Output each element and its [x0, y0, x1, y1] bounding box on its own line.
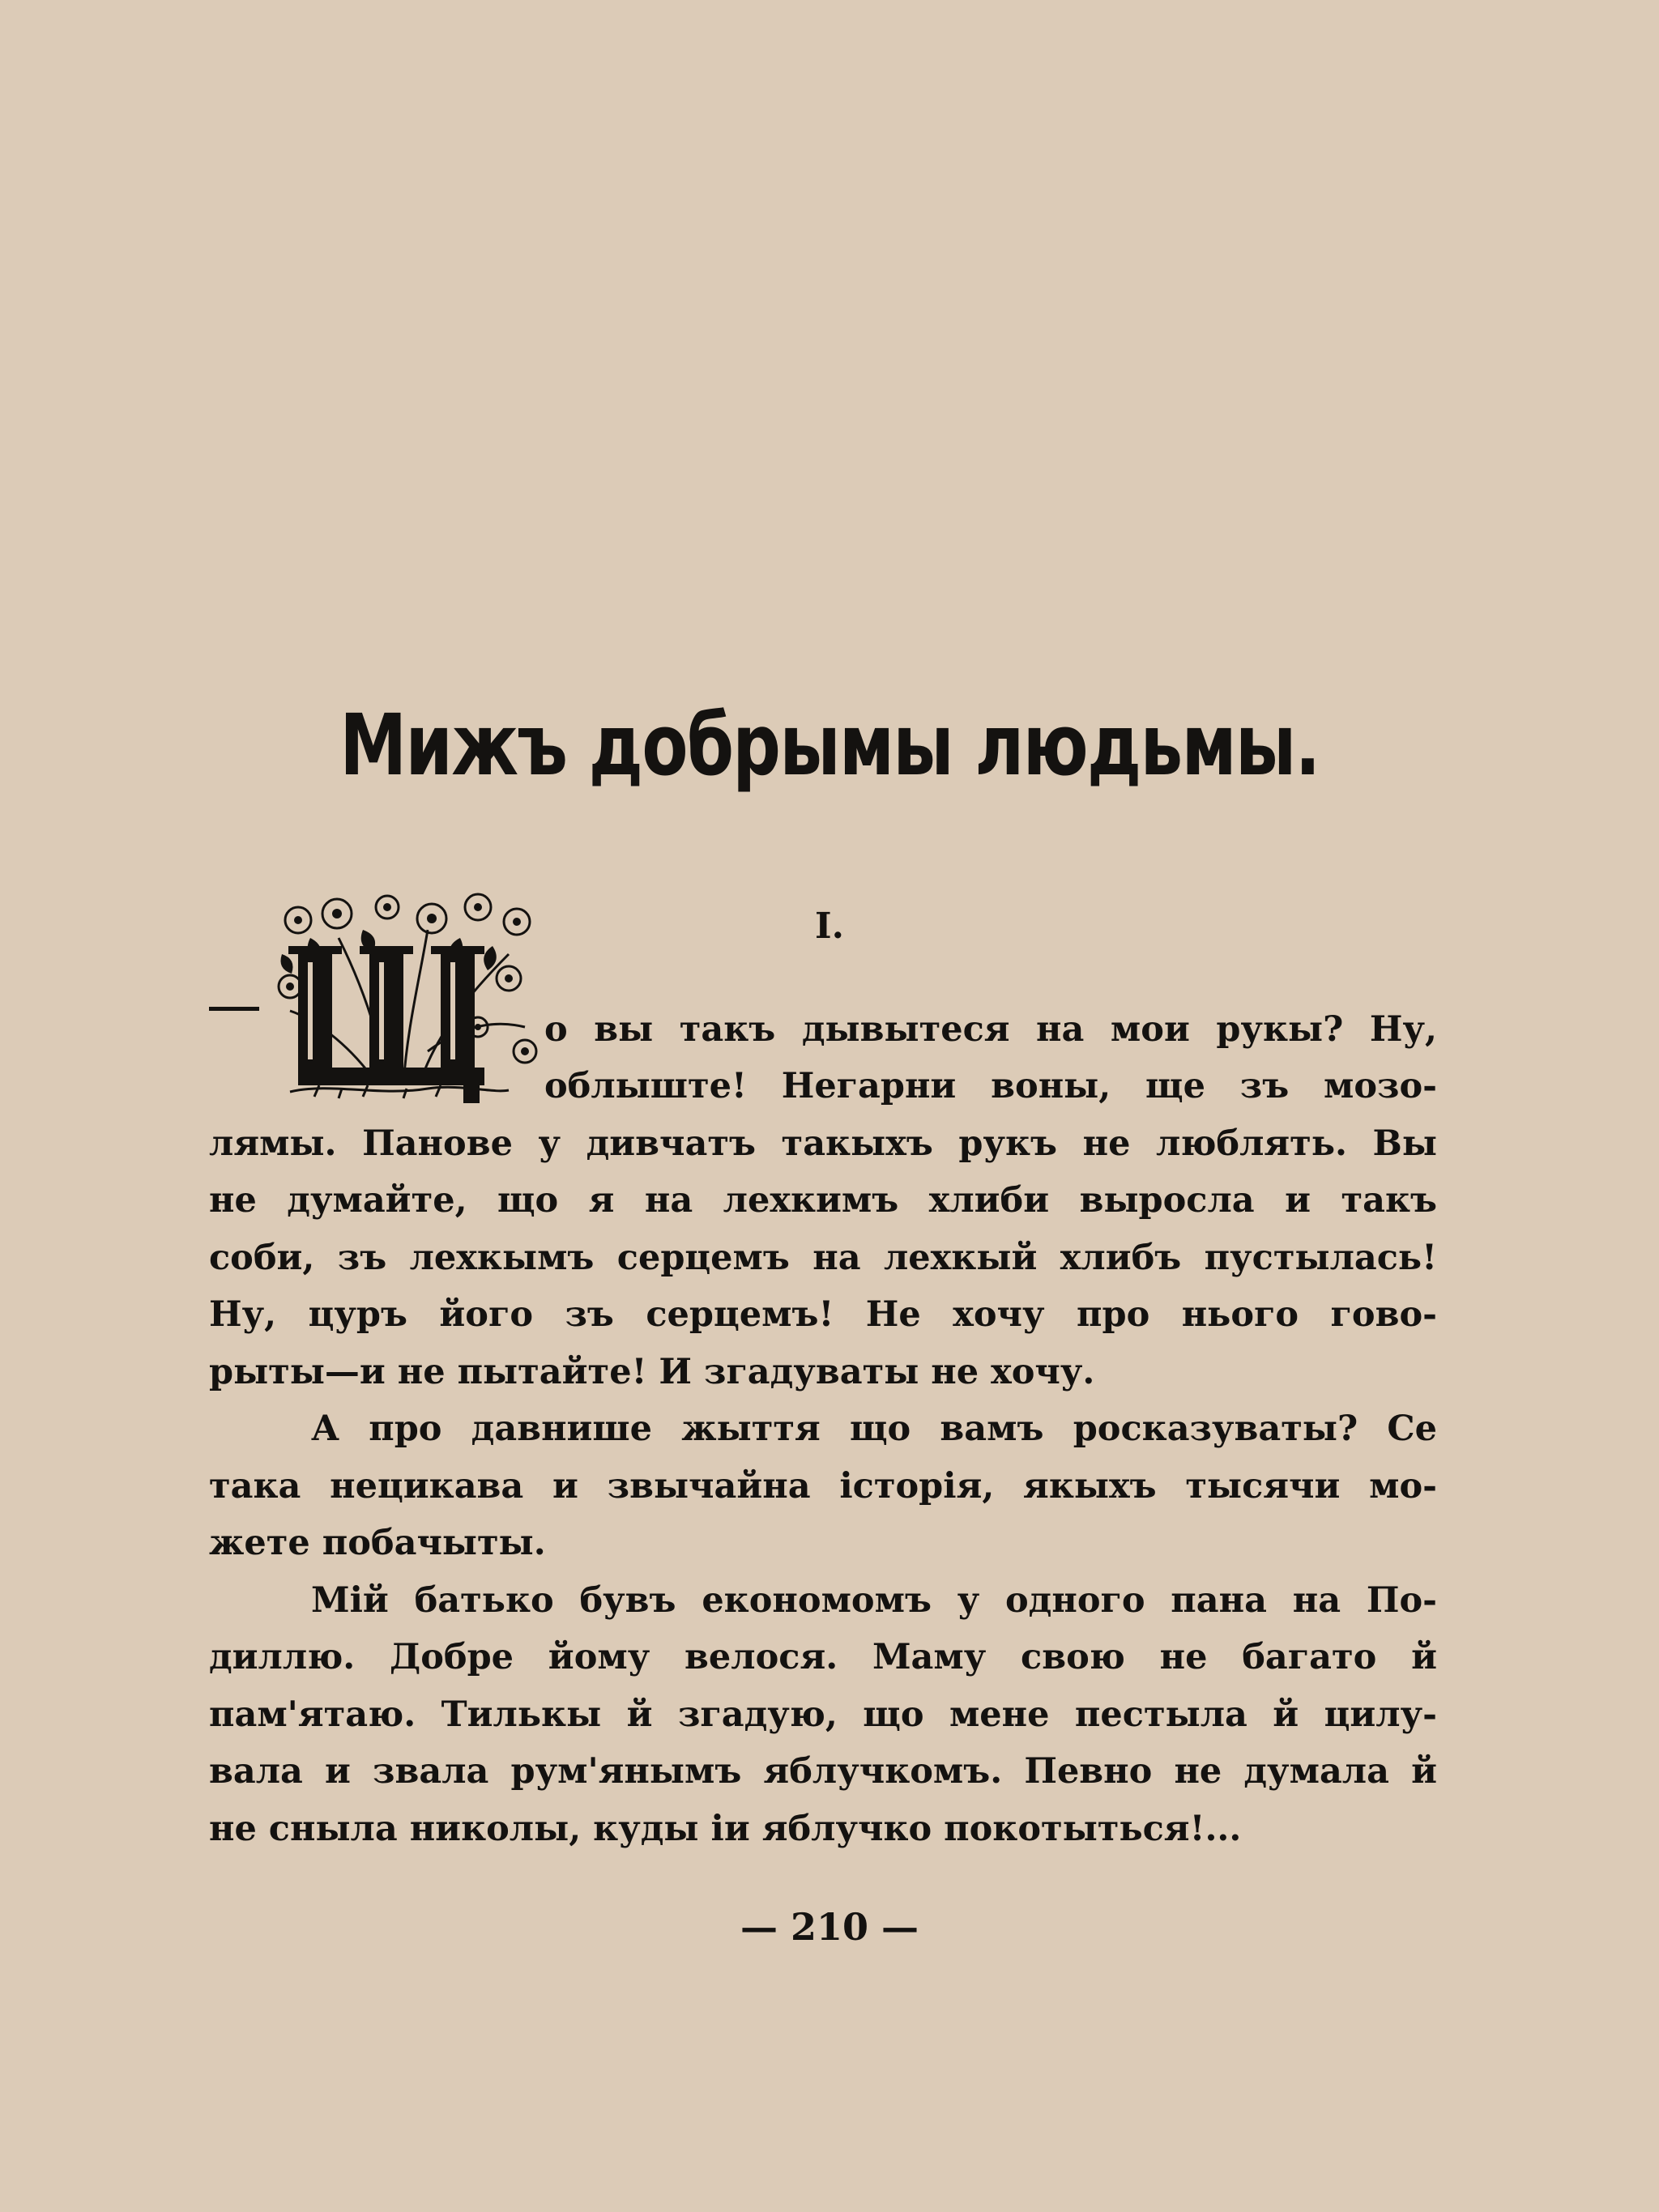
chapter-title: Мижъ добрымы людьмы. — [339, 696, 1320, 795]
page-number: — 210 — — [740, 1905, 919, 1949]
decorated-drop-cap — [266, 889, 539, 1103]
text-line: Ну, цуръ його зъ серцемъ! Не хочу про нього гово- — [209, 1294, 1437, 1335]
text-line: вала и звала рум'янымъ яблучкомъ. Певно не думала й — [209, 1751, 1437, 1792]
text-line: така нецикава и звычайна історія, якыхъ тысячи мо- — [209, 1466, 1437, 1507]
text-line: не думайте, що я на лехкимъ хлиби выросла и такъ — [209, 1180, 1437, 1221]
text-line: соби, зъ лехкымъ серцемъ на лехкый хлибъ пустылась! — [209, 1238, 1437, 1278]
text-line: диллю. Добре йому велося. Маму свою не багато й — [209, 1637, 1437, 1677]
text-line: лямы. Панове у дивчатъ такыхъ рукъ не люблять. Вы — [209, 1123, 1437, 1164]
text-line: рыты—и не пытайте! И згадуваты не хочу. — [209, 1352, 1095, 1392]
text-line: облыште! Негарни воны, ще зъ мозо- — [544, 1066, 1437, 1106]
text-line: жете побачыты. — [209, 1523, 546, 1563]
text-line: пам'ятаю. Тилькы й згадую, що мене пестыла й цилу- — [209, 1694, 1437, 1735]
text-line: о вы такъ дывытеся на мои рукы? Ну, — [544, 1009, 1437, 1050]
dialogue-dash — [209, 1007, 259, 1011]
section-number: I. — [815, 906, 844, 947]
text-line: не снылa николы, куды іи яблучко покотыться!... — [209, 1809, 1242, 1849]
text-line: Мій батько бувъ економомъ у одного пана на По- — [311, 1580, 1437, 1621]
text-line: А про давнише жыття що вамъ росказуваты? Се — [311, 1409, 1437, 1449]
